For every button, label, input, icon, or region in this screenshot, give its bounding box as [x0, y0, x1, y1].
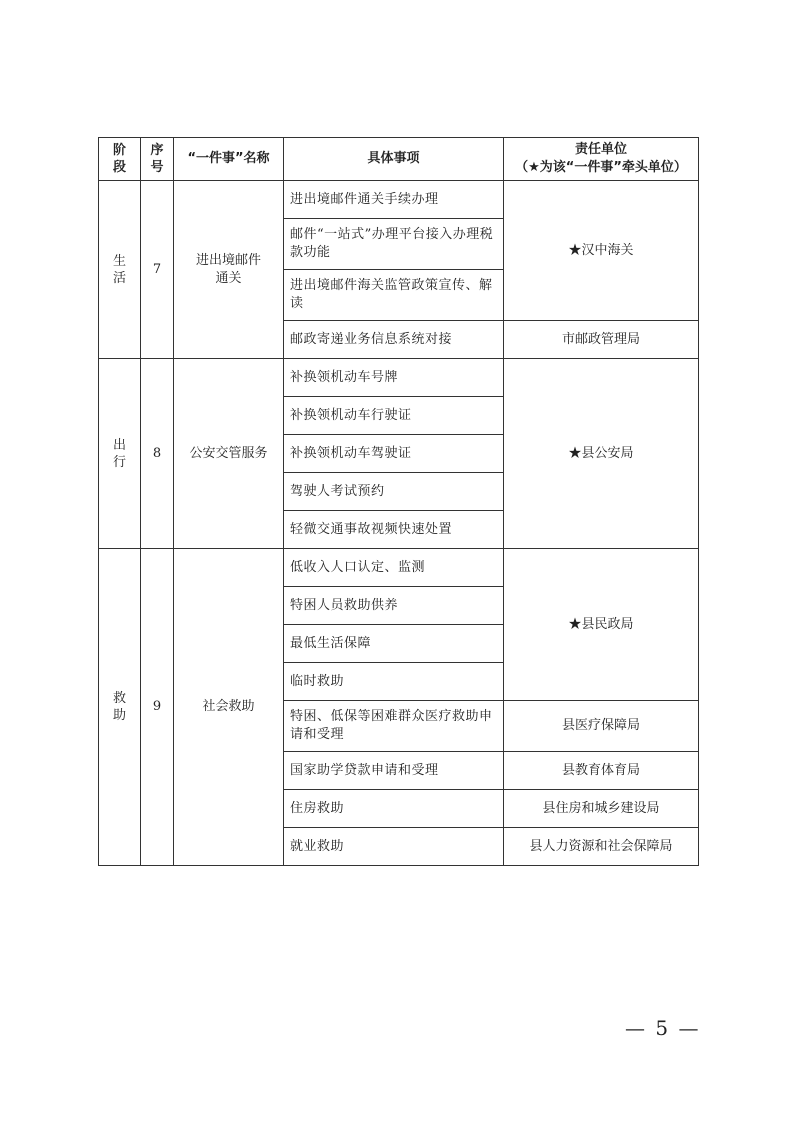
header-stage — [99, 138, 141, 181]
stage-cell — [99, 549, 141, 866]
item-cell: 特困人员救助供养 — [284, 587, 504, 625]
item-cell: 进出境邮件海关监管政策宣传、解读 — [284, 270, 504, 321]
header-item: 具体事项 — [284, 138, 504, 181]
stage-char: 出 — [112, 437, 126, 453]
header-unit — [504, 138, 699, 181]
unit-cell: 县住房和城乡建设局 — [504, 790, 699, 828]
item-cell: 住房救助 — [284, 790, 504, 828]
header-unit-line2: （★为该“一件事”牵头单位） — [515, 160, 687, 175]
header-stage-char: 阶 — [112, 143, 126, 158]
unit-cell: ★县民政局 — [504, 549, 699, 701]
header-unit-line1: 责任单位 — [574, 142, 627, 157]
name-cell: 社会救助 — [174, 549, 284, 866]
stage-char: 活 — [112, 270, 126, 286]
unit-cell: ★汉中海关 — [504, 181, 699, 321]
unit-cell: 县教育体育局 — [504, 752, 699, 790]
stage-char: 行 — [112, 454, 126, 470]
unit-cell: 县医疗保障局 — [504, 701, 699, 752]
item-cell: 就业救助 — [284, 828, 504, 866]
stage-char: 救 — [112, 691, 126, 706]
stage-char: 生 — [112, 253, 126, 269]
header-stage-char: 段 — [112, 160, 126, 175]
header-name: “一件事”名称 — [174, 138, 284, 181]
item-cell: 临时救助 — [284, 663, 504, 701]
item-cell: 补换领机动车号牌 — [284, 359, 504, 397]
item-cell: 低收入人口认定、监测 — [284, 549, 504, 587]
name-cell — [174, 181, 284, 359]
table-row — [99, 549, 699, 587]
unit-cell: 县人力资源和社会保障局 — [504, 828, 699, 866]
seq-cell: 7 — [141, 181, 174, 359]
item-cell: 补换领机动车行驶证 — [284, 397, 504, 435]
seq-cell: 8 — [141, 359, 174, 549]
name-cell: 公安交管服务 — [174, 359, 284, 549]
name-line: 进出境邮件 — [195, 252, 261, 268]
page-number: — 5 — — [625, 1016, 701, 1040]
unit-cell: 市邮政管理局 — [504, 321, 699, 359]
item-cell: 补换领机动车驾驶证 — [284, 435, 504, 473]
name-line: 通关 — [215, 270, 242, 286]
item-cell: 邮件“一站式”办理平台接入办理税款功能 — [284, 219, 504, 270]
item-cell: 驾驶人考试预约 — [284, 473, 504, 511]
seq-cell: 9 — [141, 549, 174, 866]
item-cell: 邮政寄递业务信息系统对接 — [284, 321, 504, 359]
header-seq — [141, 138, 174, 181]
item-cell: 进出境邮件通关手续办理 — [284, 181, 504, 219]
item-cell: 特困、低保等困难群众医疗救助申请和受理 — [284, 701, 504, 752]
stage-cell — [99, 359, 141, 549]
stage-cell — [99, 181, 141, 359]
stage-char: 助 — [112, 708, 126, 723]
table-header-row — [99, 138, 699, 181]
item-cell: 国家助学贷款申请和受理 — [284, 752, 504, 790]
item-cell: 最低生活保障 — [284, 625, 504, 663]
table-row — [99, 359, 699, 397]
table-row — [99, 181, 699, 219]
unit-cell: ★县公安局 — [504, 359, 699, 549]
header-seq-char: 序 — [150, 143, 164, 158]
matters-table — [98, 137, 699, 866]
item-cell: 轻微交通事故视频快速处置 — [284, 511, 504, 549]
header-seq-char: 号 — [150, 160, 164, 175]
